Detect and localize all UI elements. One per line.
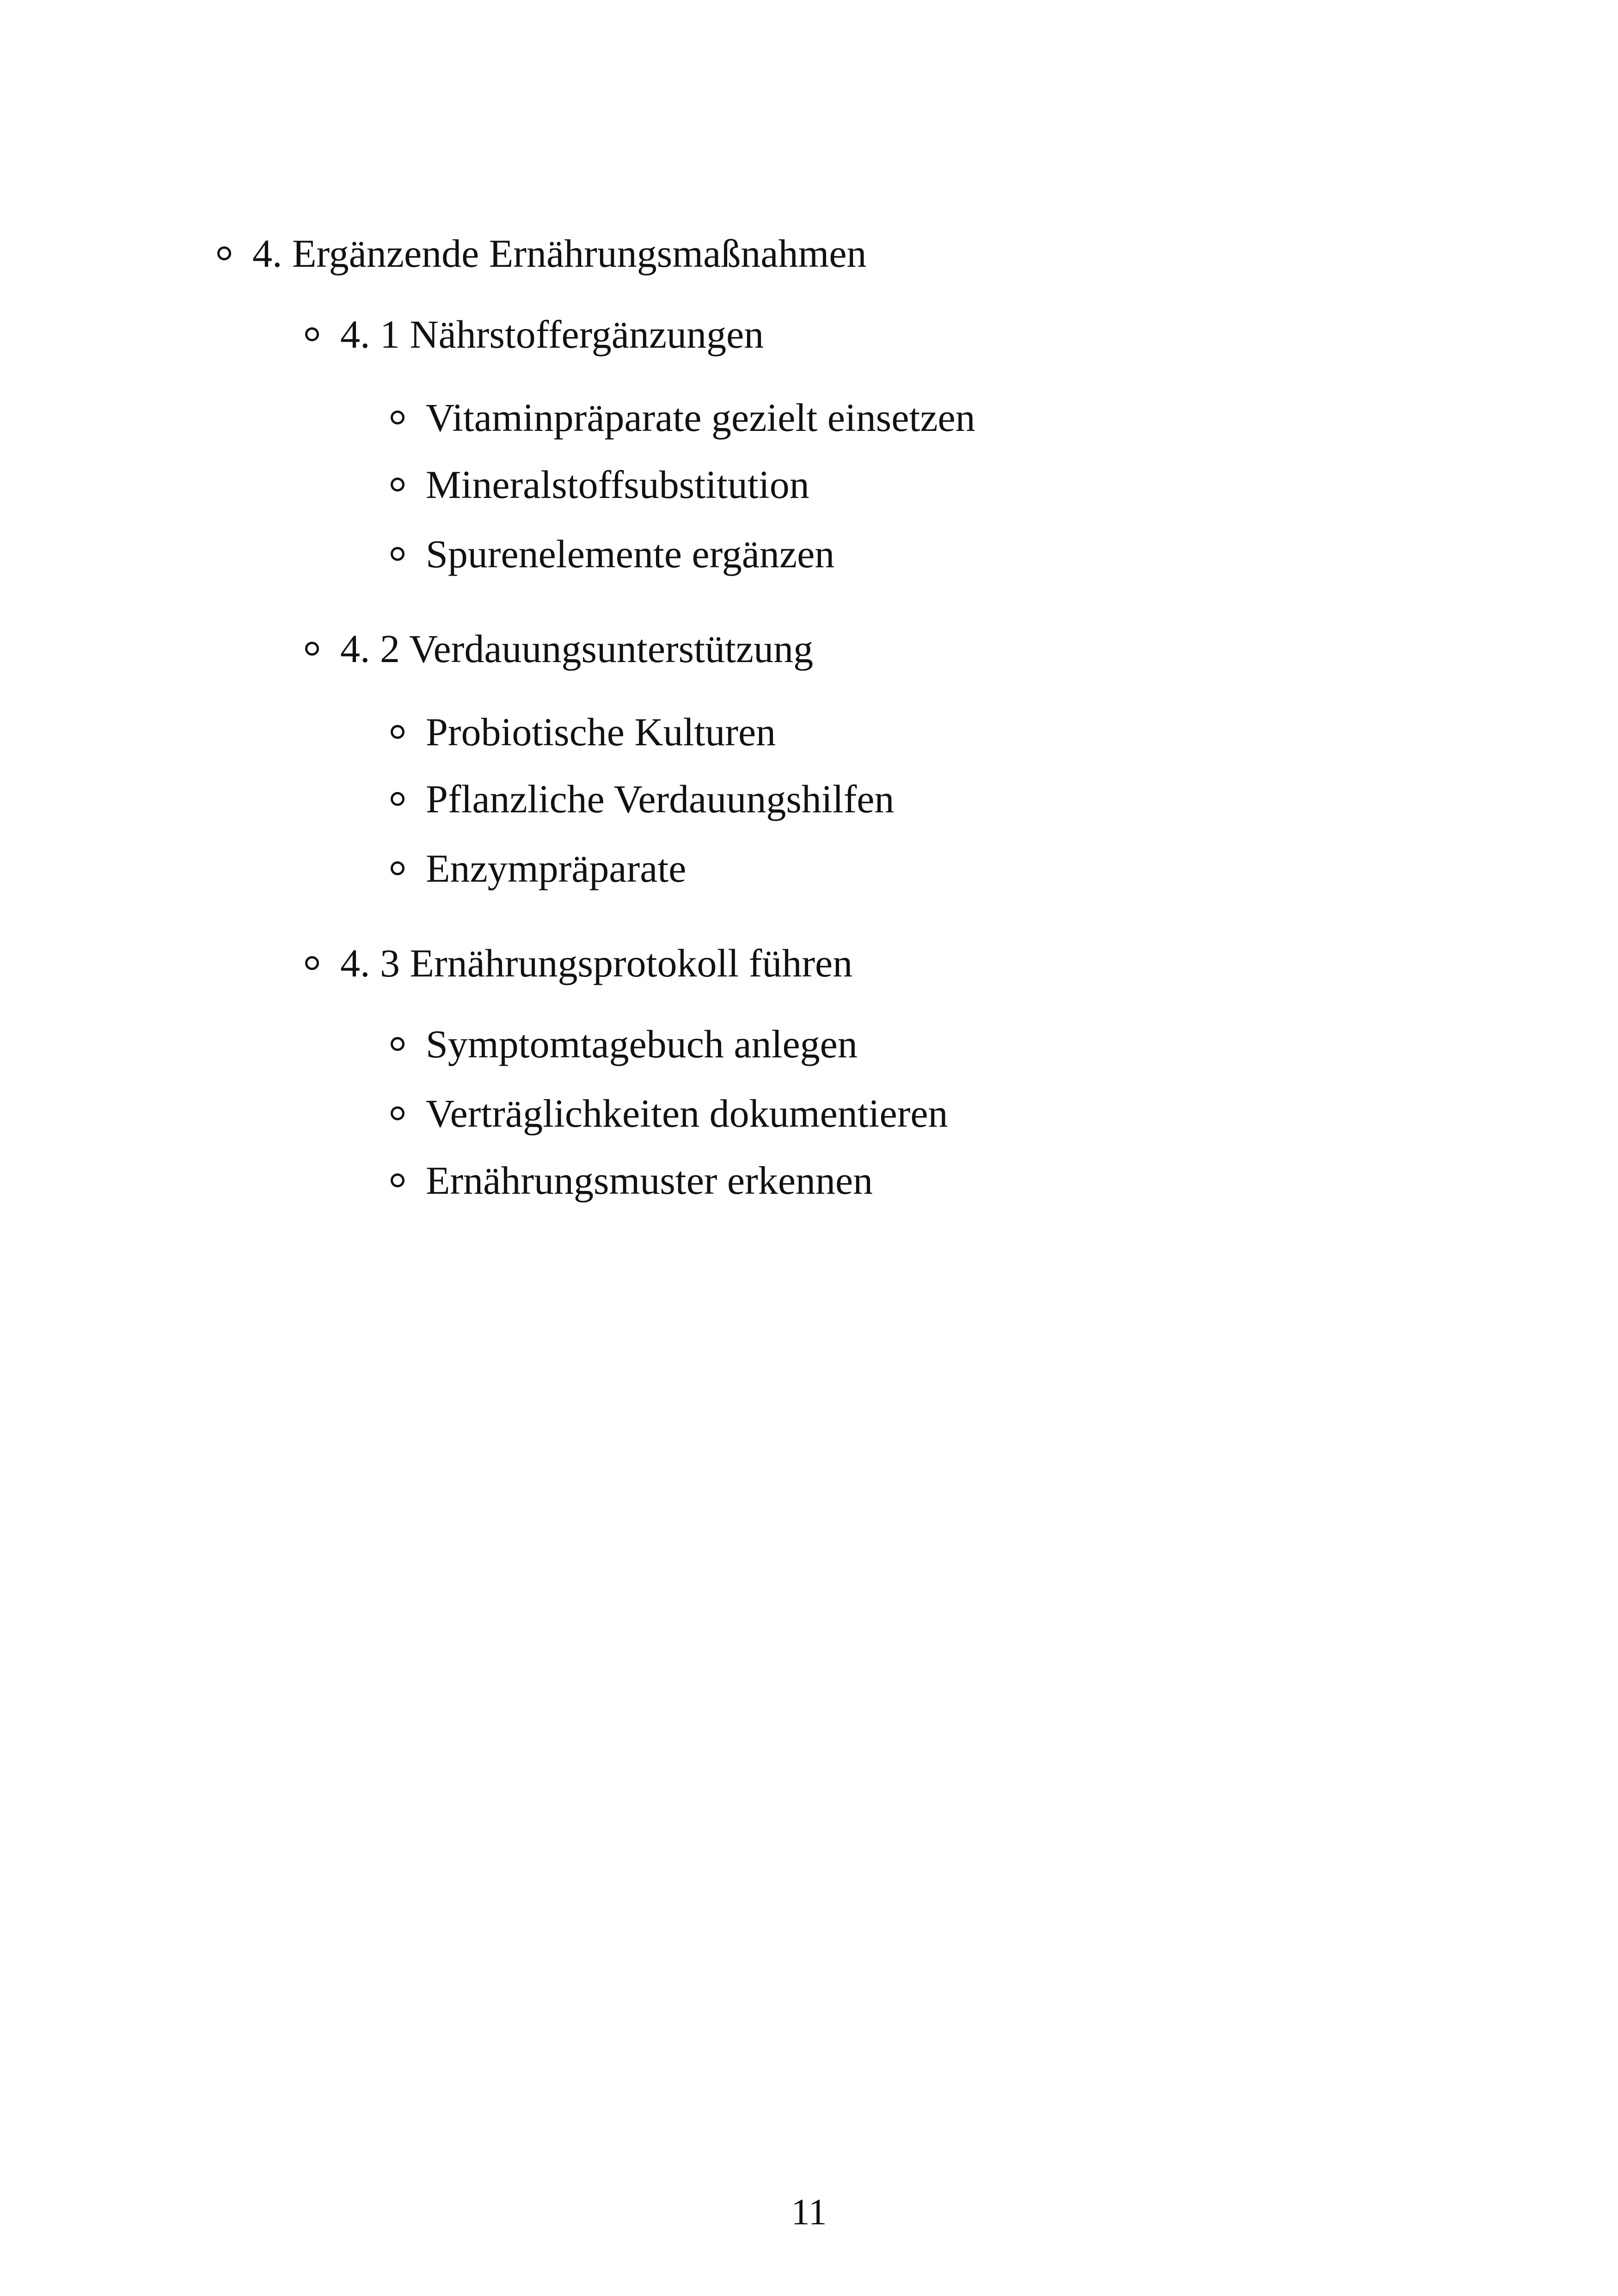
outline-section	[217, 231, 867, 276]
list-item	[391, 848, 686, 888]
list-item	[391, 534, 834, 574]
hollow-circle-bullet-icon	[305, 327, 319, 341]
hollow-circle-bullet-icon	[391, 547, 404, 561]
subsection-heading: 4. 1 Nährstoffergänzungen	[340, 312, 764, 356]
hollow-circle-bullet-icon	[391, 1106, 404, 1120]
list-item	[391, 462, 809, 507]
list-item	[391, 1024, 858, 1064]
list-item	[391, 395, 975, 440]
hollow-circle-bullet-icon	[391, 725, 404, 739]
list-item-label: Verträglichkeiten dokumentieren	[426, 1091, 948, 1136]
hollow-circle-bullet-icon	[391, 861, 404, 875]
hollow-circle-bullet-icon	[305, 956, 319, 970]
subsection-heading: 4. 3 Ernährungsprotokoll führen	[340, 941, 853, 985]
list-item	[391, 712, 776, 752]
list-item-label: Spurenelemente ergänzen	[426, 532, 835, 576]
list-item	[391, 1158, 873, 1203]
list-item	[391, 1091, 948, 1136]
list-item-label: Mineralstoffsubstitution	[426, 462, 809, 507]
hollow-circle-bullet-icon	[391, 792, 404, 806]
hollow-circle-bullet-icon	[391, 411, 404, 424]
hollow-circle-bullet-icon	[391, 1173, 404, 1187]
list-item-label: Vitaminpräparate gezielt einsetzen	[426, 395, 975, 440]
section-heading: 4. Ergänzende Ernährungsmaßnahmen	[252, 231, 867, 276]
hollow-circle-bullet-icon	[391, 478, 404, 491]
hollow-circle-bullet-icon	[305, 642, 319, 656]
list-item-label: Enzympräparate	[426, 846, 686, 890]
list-item-label: Ernährungsmuster erkennen	[426, 1158, 873, 1203]
outline-subsection	[305, 626, 814, 671]
list-item-label: Probiotische Kulturen	[426, 710, 776, 754]
list-item-label: Pflanzliche Verdauungshilfen	[426, 777, 895, 821]
list-item	[391, 779, 894, 819]
hollow-circle-bullet-icon	[391, 1037, 404, 1051]
hollow-circle-bullet-icon	[217, 246, 231, 260]
list-item-label: Symptomtagebuch anlegen	[426, 1022, 858, 1066]
outline-subsection	[305, 943, 852, 983]
subsection-heading: 4. 2 Verdauungsunterstützung	[340, 626, 814, 671]
page-number: 11	[791, 2192, 827, 2233]
outline-subsection	[305, 314, 764, 354]
